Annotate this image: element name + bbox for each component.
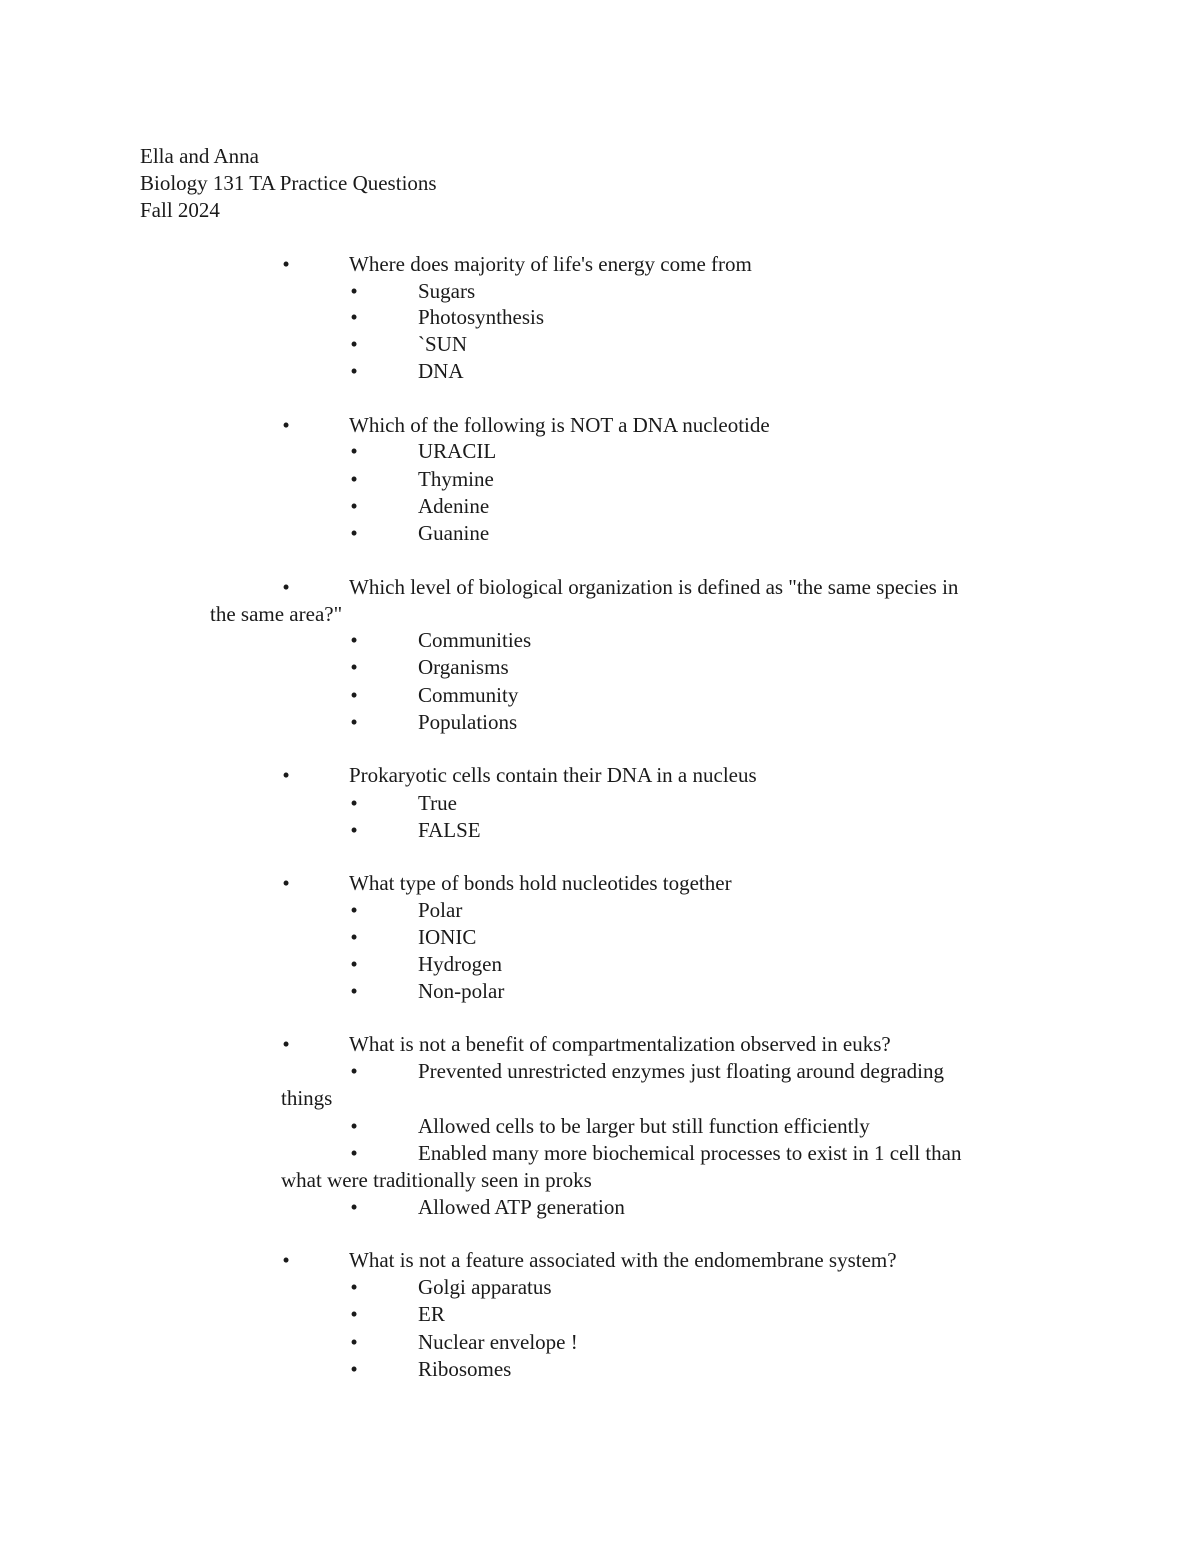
question-text: Which of the following is NOT a DNA nucleotide: [349, 413, 770, 437]
bullet-icon: •: [350, 1141, 358, 1165]
bullet-icon: •: [350, 628, 358, 652]
answer-option: Allowed cells to be larger but still function efficiently: [418, 1114, 870, 1138]
answer-option: `SUN: [418, 332, 468, 356]
answer-option: Non-polar: [418, 979, 505, 1003]
bullet-icon: •: [350, 979, 358, 1003]
header-authors: Ella and Anna: [140, 144, 259, 168]
bullet-icon: •: [282, 763, 290, 787]
question-text: Where does majority of life's energy come from: [349, 252, 752, 276]
answer-option: DNA: [418, 359, 464, 383]
bullet-icon: •: [350, 898, 358, 922]
bullet-icon: •: [350, 818, 358, 842]
header-title: Biology 131 TA Practice Questions: [140, 171, 437, 195]
bullet-icon: •: [350, 925, 358, 949]
bullet-icon: •: [350, 467, 358, 491]
bullet-icon: •: [350, 952, 358, 976]
bullet-icon: •: [350, 1275, 358, 1299]
bullet-icon: •: [350, 1302, 358, 1326]
bullet-icon: •: [350, 1330, 358, 1354]
bullet-icon: •: [350, 1357, 358, 1381]
bullet-icon: •: [282, 575, 290, 599]
answer-option: Guanine: [418, 521, 490, 545]
bullet-icon: •: [282, 871, 290, 895]
bullet-icon: •: [282, 1248, 290, 1272]
question-text: Which level of biological organization is defined as "the same species in: [349, 575, 959, 599]
answer-option: Photosynthesis: [418, 305, 545, 329]
answer-option: Populations: [418, 710, 518, 734]
bullet-icon: •: [282, 1032, 290, 1056]
answer-option: Community: [418, 683, 519, 707]
answer-option: Nuclear envelope !: [418, 1330, 578, 1354]
answer-option: Allowed ATP generation: [418, 1195, 625, 1219]
answer-option: Adenine: [418, 494, 490, 518]
answer-option: URACIL: [418, 439, 497, 463]
bullet-icon: •: [350, 359, 358, 383]
question-text: What is not a benefit of compartmentalization observed in euks?: [349, 1032, 891, 1056]
answer-option: Organisms: [418, 655, 509, 679]
bullet-icon: •: [350, 305, 358, 329]
answer-option: Polar: [418, 898, 463, 922]
bullet-icon: •: [282, 413, 290, 437]
bullet-icon: •: [350, 1114, 358, 1138]
bullet-icon: •: [350, 1195, 358, 1219]
answer-option: Communities: [418, 628, 532, 652]
header-term: Fall 2024: [140, 198, 220, 222]
bullet-icon: •: [350, 791, 358, 815]
answer-option: Hydrogen: [418, 952, 502, 976]
question-text-wrap: the same area?": [210, 602, 343, 626]
answer-option: Sugars: [418, 279, 476, 303]
bullet-icon: •: [350, 683, 358, 707]
bullet-icon: •: [350, 494, 358, 518]
answer-option: FALSE: [418, 818, 481, 842]
question-text: What type of bonds hold nucleotides together: [349, 871, 732, 895]
bullet-icon: •: [350, 521, 358, 545]
question-text: Prokaryotic cells contain their DNA in a nucleus: [349, 763, 757, 787]
bullet-icon: •: [282, 252, 290, 276]
bullet-icon: •: [350, 279, 358, 303]
bullet-icon: •: [350, 439, 358, 463]
answer-option: ER: [418, 1302, 445, 1326]
bullet-icon: •: [350, 1059, 358, 1083]
bullet-icon: •: [350, 710, 358, 734]
answer-option-wrap: what were traditionally seen in proks: [281, 1168, 592, 1192]
question-text: What is not a feature associated with the endomembrane system?: [349, 1248, 897, 1272]
answer-option-wrap: things: [281, 1086, 333, 1110]
bullet-icon: •: [350, 332, 358, 356]
answer-option: Prevented unrestricted enzymes just floating around degrading: [418, 1059, 945, 1083]
answer-option: IONIC: [418, 925, 477, 949]
answer-option: Enabled many more biochemical processes to exist in 1 cell than: [418, 1141, 962, 1165]
answer-option: Golgi apparatus: [418, 1275, 552, 1299]
answer-option: Ribosomes: [418, 1357, 512, 1381]
answer-option: Thymine: [418, 467, 494, 491]
bullet-icon: •: [350, 655, 358, 679]
answer-option: True: [418, 791, 457, 815]
